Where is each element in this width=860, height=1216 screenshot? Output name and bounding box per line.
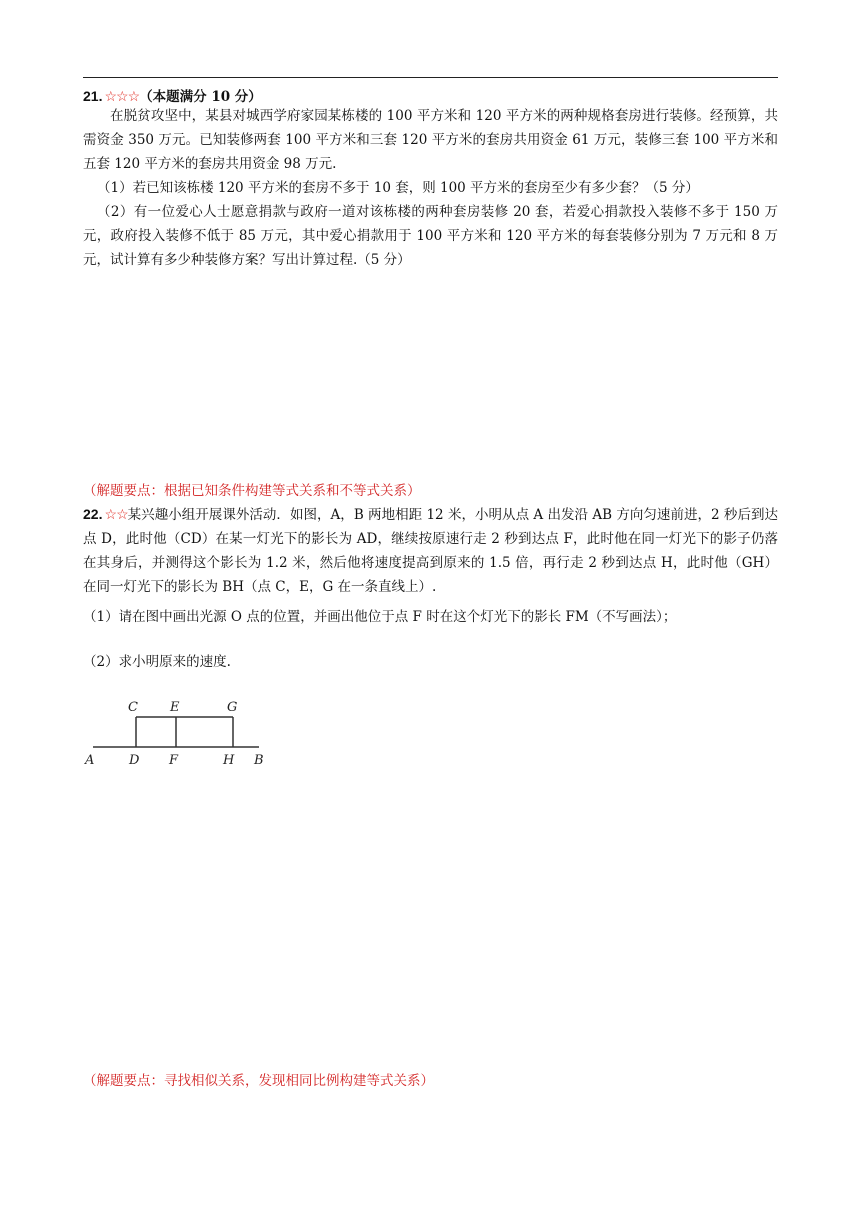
difficulty-stars-21: ☆☆☆ xyxy=(104,89,140,105)
question-22-number: 22. xyxy=(83,506,103,522)
question-22-block xyxy=(83,502,778,599)
label-b: B xyxy=(254,753,264,768)
question-22-sub2: （2）求小明原来的速度. xyxy=(83,654,231,670)
label-g: G xyxy=(227,700,238,715)
question-22-sub1: （1）请在图中画出光源 O 点的位置，并画出他位于点 F 时在这个灯光下的影长 FM（不写画法）； xyxy=(83,609,677,625)
difficulty-stars-22: ☆☆ xyxy=(104,507,128,523)
question-21-stem: 在脱贫攻坚中，某县对城西学府家园某栋楼的 100 平方米和 120 平方米的两种规格套房进行装修。经预算，共需资金 350 万元。已知装修两套 100 平方米和三套 120 平方米的套房共用资金 61 万元，装修三套 100 平方米和五套 120 平方米的套房共用资金 98 万元. xyxy=(83,108,778,172)
label-c: C xyxy=(128,700,138,715)
question-22-tip: （解题要点：寻找相似关系，发现相同比例构建等式关系） xyxy=(83,1073,434,1089)
label-h: H xyxy=(223,753,235,768)
question-21-score: （本题满分 10 分） xyxy=(139,89,262,105)
question-22-stem: 某兴趣小组开展课外活动．如图，A，B 两地相距 12 米，小明从点 A 出发沿 AB 方向匀速前进，2 秒后到达点 D，此时他（CD）在某一灯光下的影长为 AD，继续按原速行走 2 秒到达点 F，此时他在同一灯光下的影子仍落在其身后，并测得这个影长为 1.2 米，然后他将速度提高到原来的 1.5 倍，再行走 2 秒到达点 H，此时他（GH）在同一灯光下的影长为 BH（点 C，E，G 在一条直线上）. xyxy=(83,507,779,595)
label-d: D xyxy=(129,753,140,768)
top-rule xyxy=(83,77,778,78)
question-21-number: 21. xyxy=(83,88,103,104)
question-21-tip: （解题要点：根据已知条件构建等式关系和不等式关系） xyxy=(83,483,421,499)
question-21-sub2: （2）有一位爱心人士愿意捐款与政府一道对该栋楼的两种套房装修 20 套，若爱心捐款投入装修不多于 150 万元，政府投入装修不低于 85 万元，其中爱心捐款用于 100 平方米和 120 平方米的每套装修分别为 7 万元和 8 万元，试计算有多少种装修方案？写出计算过程.（5 分） xyxy=(83,204,778,268)
label-a: A xyxy=(85,753,95,768)
shadow-figure xyxy=(83,694,273,772)
label-e: E xyxy=(170,700,180,715)
label-f: F xyxy=(169,753,179,768)
question-21-sub1: （1）若已知该栋楼 120 平方米的套房不多于 10 套，则 100 平方米的套房至少有多少套？（5 分） xyxy=(97,180,699,196)
